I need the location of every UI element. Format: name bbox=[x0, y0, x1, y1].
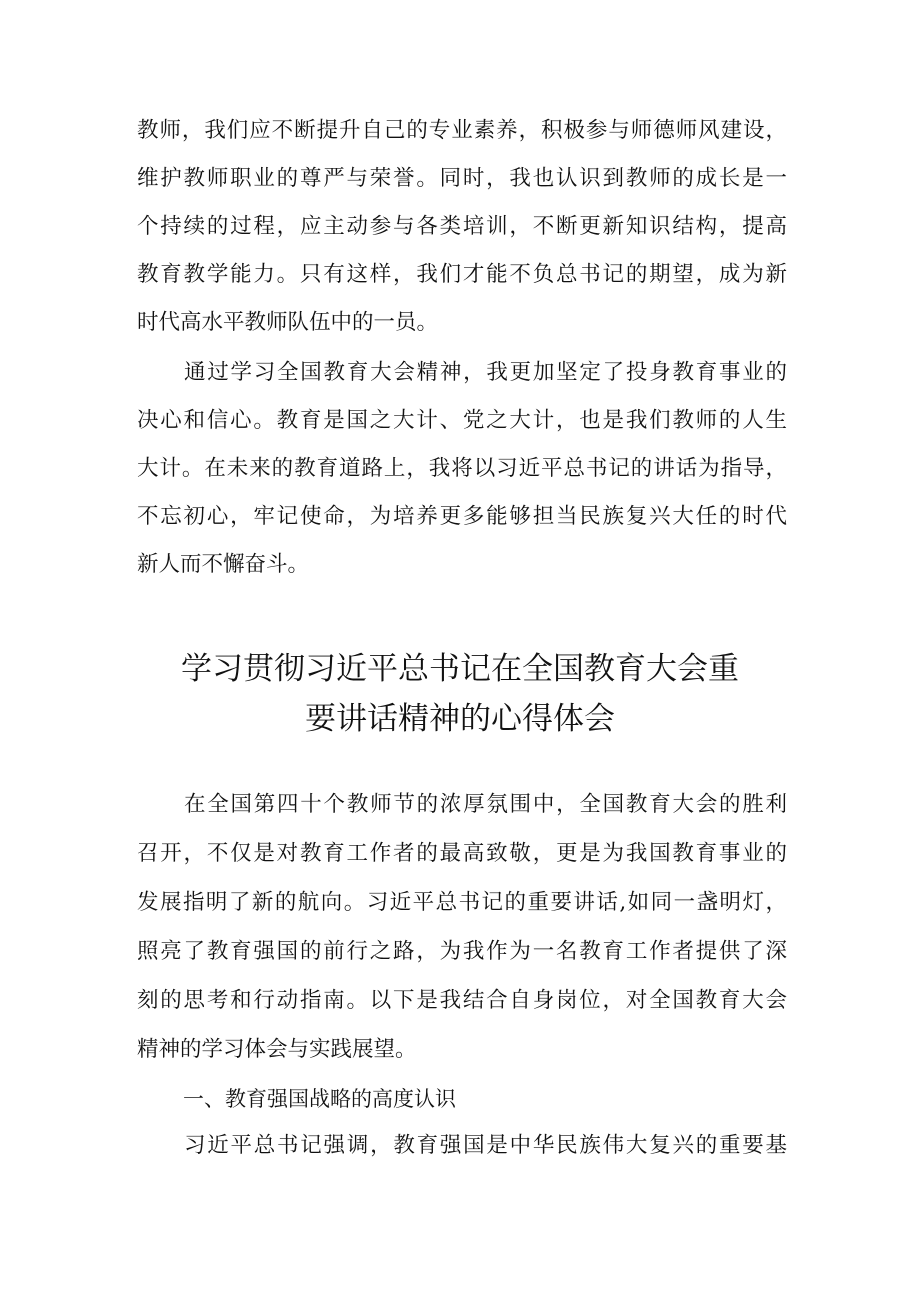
text-line: 发展指明了新的航向。习近平总书记的重要讲话,如同一盏明灯， bbox=[137, 890, 787, 915]
text-line: 个持续的过程，应主动参与各类培训，不断更新知识结构，提高 bbox=[137, 214, 787, 239]
title-line: 学习贯彻习近平总书记在全国教育大会重 bbox=[181, 651, 739, 687]
text-line: 教育教学能力。只有这样，我们才能不负总书记的期望，成为新 bbox=[137, 262, 787, 287]
text-line: 习近平总书记强调，教育强国是中华民族伟大复兴的重要基 bbox=[184, 1133, 787, 1158]
text-line: 维护教师职业的尊严与荣誉。同时，我也认识到教师的成长是一 bbox=[137, 166, 787, 191]
text-line: 照亮了教育强国的前行之路，为我作为一名教育工作者提供了深 bbox=[137, 939, 787, 964]
text-line: 刻的思考和行动指南。以下是我结合自身岗位，对全国教育大会 bbox=[137, 988, 787, 1013]
title-line: 要讲话精神的心得体会 bbox=[305, 701, 615, 737]
text-line: 召开，不仅是对教育工作者的最高致敬，更是为我国教育事业的 bbox=[137, 841, 787, 866]
text-line: 教师，我们应不断提升自己的专业素养，积极参与师德师风建设， bbox=[137, 118, 787, 143]
text-line: 大计。在未来的教育道路上，我将以习近平总书记的讲话为指导， bbox=[137, 456, 787, 481]
section-heading: 一、教育强国战略的高度认识 bbox=[183, 1087, 456, 1111]
text-line: 精神的学习体会与实践展望。 bbox=[137, 1037, 417, 1062]
text-line: 决心和信心。教育是国之大计、党之大计，也是我们教师的人生 bbox=[137, 408, 787, 433]
text-line: 新人而不懈奋斗。 bbox=[137, 552, 310, 577]
text-line: 时代高水平教师队伍中的一员。 bbox=[137, 310, 439, 335]
text-line: 通过学习全国教育大会精神，我更加坚定了投身教育事业的 bbox=[184, 360, 787, 385]
text-line: 在全国第四十个教师节的浓厚氛围中，全国教育大会的胜利 bbox=[184, 792, 787, 817]
text-line: 不忘初心，牢记使命，为培养更多能够担当民族复兴大任的时代 bbox=[137, 504, 787, 529]
